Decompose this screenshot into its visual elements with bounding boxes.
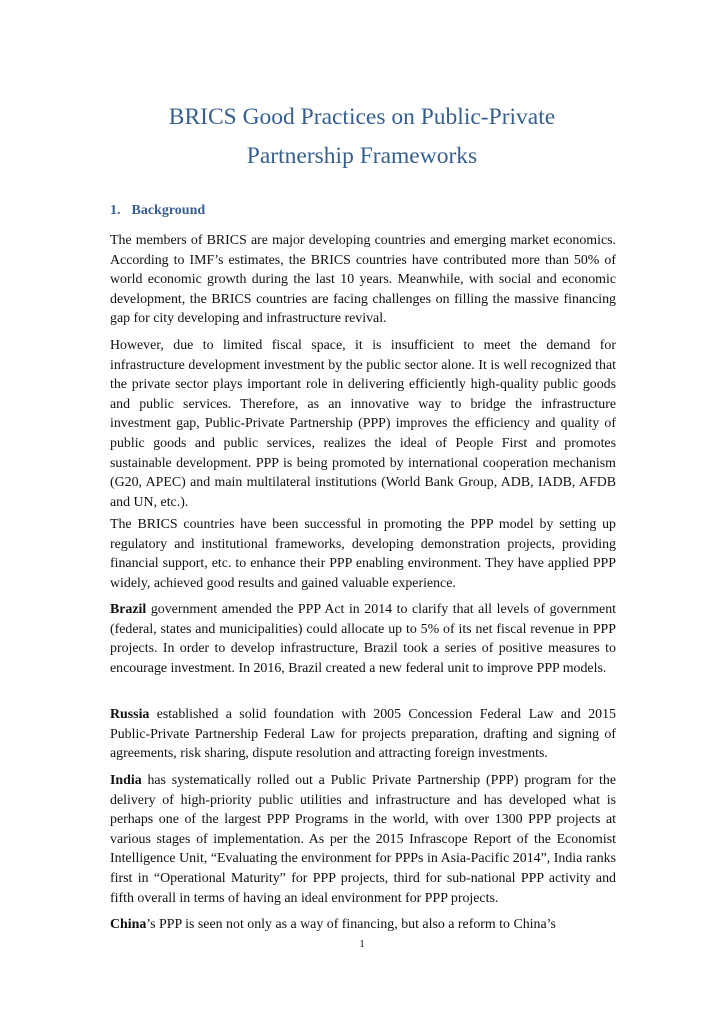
paragraph-brazil — [110, 600, 616, 678]
paragraph-brics-members: The members of BRICS are major developing countries and emerging market economics. According to IMF’s estimates, the BRICS countries have contributed more than 50% of world economic growth during the last 10 years. Meanwhile, with social and economic development, the BRICS countries are facing challenges on filling the massive financing gap for city developing and infrastructure revival. — [110, 233, 616, 327]
paragraph-india-text: has systematically rolled out a Public Private Partnership (PPP) program for the delivery of high-priority public utilities and infrastructure and has developed what is perhaps one of the largest PPP Programs in the world, with over 1300 PPP projects at various stages of implementation. As per the 2015 Infrascope Report of the Economist Intelligence Unit, “Evaluating the environment for PPPs in Asia-Pacific 2014”, India ranks first in “Operational Maturity” for PPP projects, third for sub-national PPP activity and fifth overall in terms of having an ideal environment for PPP projects. — [110, 773, 616, 906]
country-name-china: China — [110, 917, 147, 932]
section-heading — [110, 203, 205, 219]
paragraph-fiscal-space: However, due to limited fiscal space, it is insufficient to meet the demand for infrastructure development investment by the public sector alone. It is well recognized that the private sector plays important role in delivering efficiently high-quality public goods and public services. Therefore, as an innovative way to bridge the infrastructure investment gap, Public-Private Partnership (PPP) improves the efficiency and quality of public goods and public services, realizes the ideal of People First and promotes sustainable development. PPP is being promoted by international cooperation mechanism (G20, APEC) and main multilateral institutions (World Bank Group, ADB, IADB, AFDB and UN, etc.). — [110, 338, 616, 510]
paragraph-brazil-text: government amended the PPP Act in 2014 to clarify that all levels of government (federal, states and municipalities) could allocate up to 5% of its net fiscal revenue in PPP projects. In order to develop infrastructure, Brazil took a series of positive measures to encourage investment. In 2016, Brazil created a new federal unit to improve PPP models. — [110, 602, 616, 676]
section-title: Background — [131, 203, 206, 218]
paragraph-china — [110, 915, 616, 935]
document-title-line-2: Partnership Frameworks — [246, 143, 478, 169]
paragraph-ppp-success: The BRICS countries have been successful in promoting the PPP model by setting up regulatory and institutional frameworks, developing demonstration projects, providing financial support, etc. to enhance their PPP enabling environment. They have applied PPP widely, achieved good results and gained valuable experience. — [110, 517, 616, 591]
country-name-brazil: Brazil — [110, 602, 147, 617]
paragraph-china-text: ’s PPP is seen not only as a way of financing, but also a reform to China’s — [146, 917, 556, 932]
country-name-india: India — [110, 773, 142, 788]
country-name-russia: Russia — [110, 707, 150, 722]
page-number: 1 — [359, 938, 365, 950]
paragraph-russia-text: established a solid foundation with 2005 Concession Federal Law and 2015 Public-Private Partnership Federal Law for projects preparation, drafting and signing of agreements, risk sharing, dispute resolution and attracting foreign investments. — [110, 707, 616, 762]
paragraph-india — [110, 771, 616, 908]
section-number: 1. — [110, 203, 121, 218]
document-title-line-1: BRICS Good Practices on Public-Private — [168, 104, 556, 130]
paragraph-russia — [110, 705, 616, 764]
